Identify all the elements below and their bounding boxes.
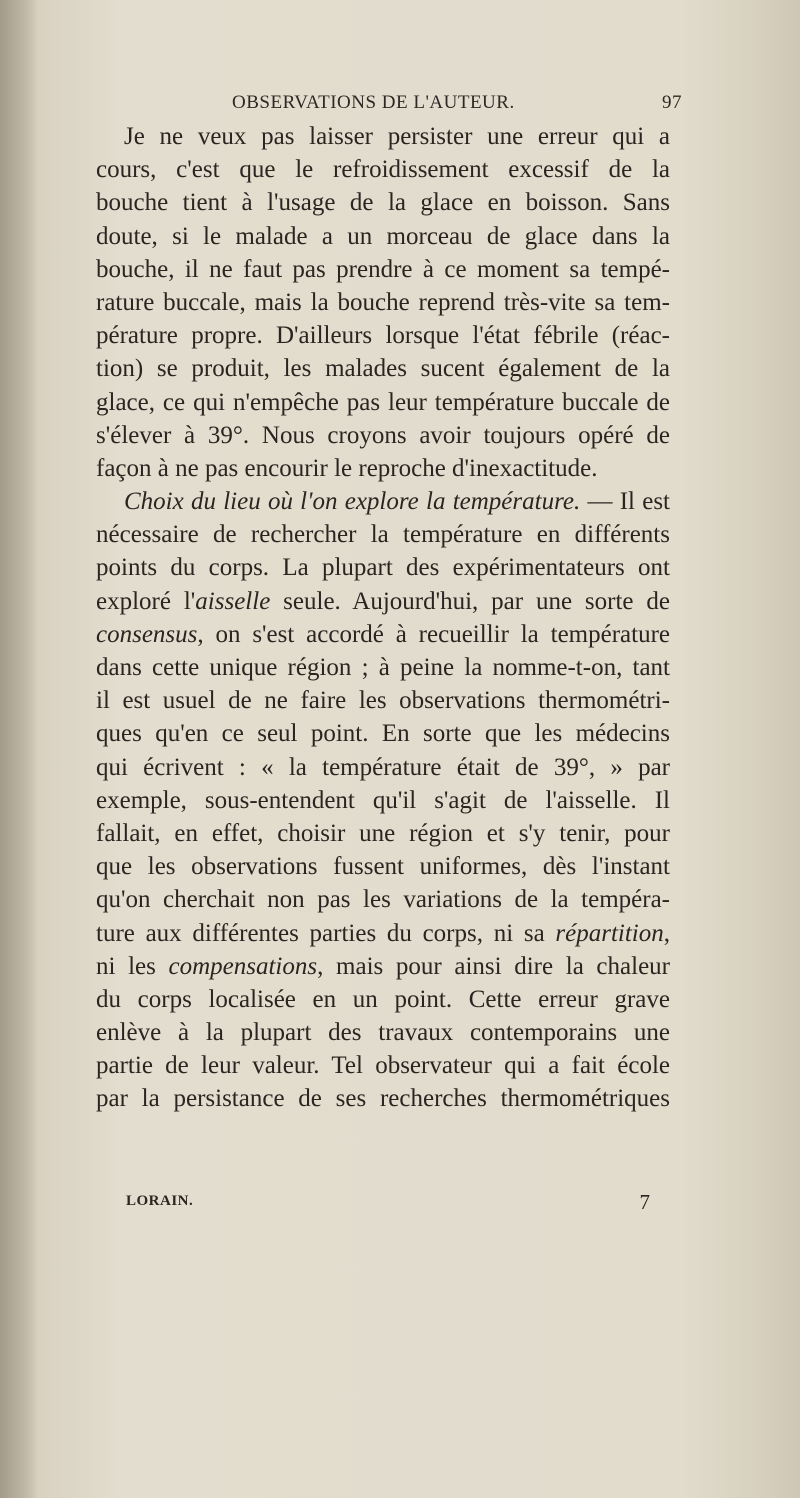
text-line: points du corps. La plupart des expérimentateurs ont [96, 554, 670, 582]
body-text [96, 120, 670, 1116]
running-head-title: OBSERVATIONS DE L'AUTEUR. [232, 92, 515, 113]
text-line [96, 618, 670, 651]
page-gutter-shadow [0, 0, 38, 1498]
text-line: bouche tient à l'usage de la glace en boisson. Sans [96, 189, 670, 217]
text-line: par la persistance de ses recherches thermométriques [96, 1085, 670, 1113]
italic-term: consensus [96, 620, 198, 648]
text-line: enlève à la plupart des travaux contemporains une [96, 1019, 670, 1047]
text-fragment: ture aux différentes parties du corps, ni sa [96, 919, 556, 947]
text-line: pérature propre. D'ailleurs lorsque l'état fébrile (réac- [96, 322, 670, 350]
text-line: doute, si le malade a un morceau de glace dans la [96, 222, 670, 250]
text-line [96, 917, 670, 950]
text-line: Je ne veux pas laisser persister une erreur qui a [124, 123, 670, 150]
text-fragment: — Il est [580, 488, 670, 516]
italic-term: répartition [555, 919, 664, 947]
text-line: fallait, en effet, choisir une région et s'y tenir, pour [96, 819, 670, 847]
text-line [96, 950, 670, 983]
italic-term: compensations [168, 952, 318, 980]
italic-term: aisselle [195, 587, 271, 615]
signature-number: 7 [639, 1190, 650, 1214]
text-line: façon à ne pas encourir le reproche d'inexactitude. [96, 454, 598, 482]
text-fragment: exploré l' [96, 587, 196, 615]
text-fragment: seule. Aujourd'hui, par une sorte de [270, 587, 670, 615]
text-line: partie de leur valeur. Tel observateur qui a fait école [96, 1052, 670, 1080]
running-head [232, 92, 682, 118]
text-line: il est usuel de ne faire les observations thermométri- [96, 687, 670, 715]
text-line: s'élever à 39°. Nous croyons avoir toujours opéré de [96, 421, 670, 449]
signature-line [126, 1190, 650, 1215]
text-line [96, 585, 670, 618]
section-heading-line [96, 485, 670, 518]
text-line: bouche, il ne faut pas prendre à ce moment sa tempé- [96, 255, 670, 283]
text-line: qui écrivent : « la température était de 39°, » par [96, 753, 670, 781]
text-line: du corps localisée en un point. Cette erreur grave [96, 985, 670, 1013]
text-fragment: ni les [96, 952, 169, 980]
text-line: ques qu'en ce seul point. En sorte que les médecins [96, 720, 670, 748]
signature-mark: LORAIN. [126, 1193, 194, 1209]
text-line: nécessaire de rechercher la température en différents [96, 521, 670, 549]
page-number: 97 [662, 92, 682, 113]
text-fragment: , [663, 919, 670, 947]
text-fragment: , on s'est accordé à recueillir la température [197, 620, 670, 648]
text-line: exemple, sous-entendent qu'il s'agit de l'aisselle. Il [96, 786, 670, 814]
section-heading: Choix du lieu où l'on explore la température. [124, 488, 581, 516]
text-line: que les observations fussent uniformes, dès l'instant [96, 853, 670, 881]
text-line: qu'on cherchait non pas les variations de la tempéra- [96, 886, 670, 914]
text-line: glace, ce qui n'empêche pas leur température buccale de [96, 388, 670, 416]
text-line: cours, c'est que le refroidissement excessif de la [96, 156, 670, 184]
text-line: tion) se produit, les malades sucent également de la [96, 355, 670, 383]
text-line: dans cette unique région ; à peine la nomme-t-on, tant [96, 654, 670, 681]
text-fragment: , mais pour ainsi dire la chaleur [317, 952, 670, 980]
text-line: rature buccale, mais la bouche reprend très-vite sa tem- [96, 288, 670, 316]
